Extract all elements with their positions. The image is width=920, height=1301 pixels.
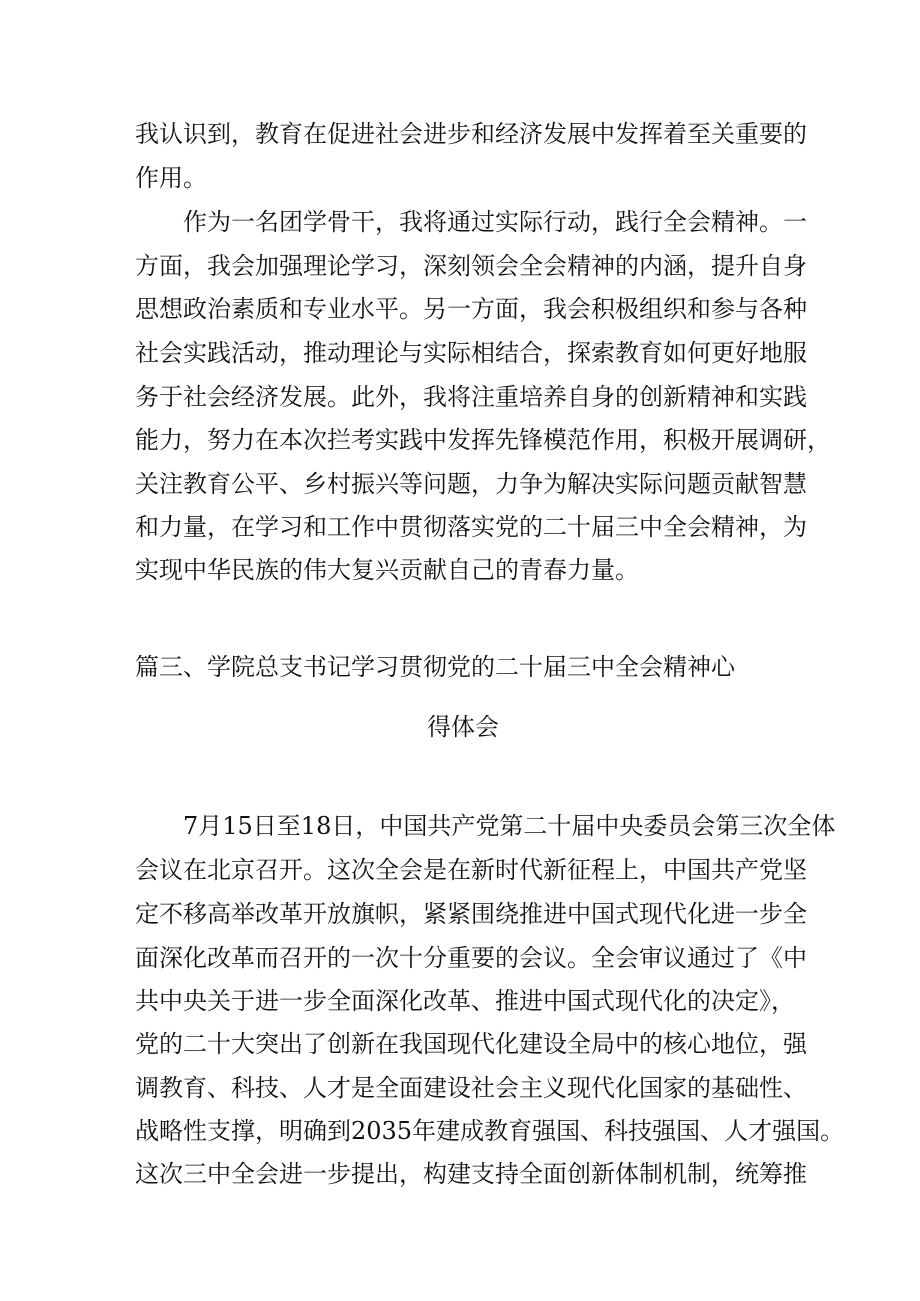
paragraph-2-line-2: 方面，我会加强理论学习，深刻领会全会精神的内涵，提升自身: [135, 252, 807, 280]
paragraph-3-line-6: 党的二十大突出了创新在我国现代化建设全局中的核心地位，强: [135, 1030, 807, 1058]
paragraph-1-line-1: 我认识到，教育在促进社会进步和经济发展中发挥着至关重要的: [135, 120, 807, 148]
section-heading-line-2: 得体会: [427, 713, 499, 741]
paragraph-2-line-1: 作为一名团学骨干，我将通过实际行动，践行全会精神。一: [183, 208, 807, 236]
paragraph-2-line-3: 思想政治素质和专业水平。另一方面，我会积极组织和参与各种: [135, 295, 807, 323]
section-heading-line-1: 篇三、学院总支书记学习贯彻党的二十届三中全会精神心: [135, 653, 735, 681]
paragraph-2-line-6: 能力，努力在本次拦考实践中发挥先锋模范作用，积极开展调研，: [135, 426, 831, 454]
paragraph-3-line-1: 7月15日至18日，中国共产党第二十届中央委员会第三次全体: [183, 812, 836, 840]
paragraph-2-line-5: 务于社会经济发展。此外，我将注重培养自身的创新精神和实践: [135, 383, 807, 411]
paragraph-3-line-2: 会议在北京召开。这次全会是在新时代新征程上，中国共产党坚: [135, 856, 807, 884]
paragraph-3-line-8: 战略性支撑，明确到2035年建成教育强国、科技强国、人才强国。: [135, 1117, 845, 1145]
paragraph-1-line-2: 作用。: [135, 164, 207, 192]
paragraph-3-line-9: 这次三中全会进一步提出，构建支持全面创新体制机制，统筹推: [135, 1160, 807, 1188]
paragraph-2-line-4: 社会实践活动，推动理论与实际相结合，探索教育如何更好地服: [135, 339, 807, 367]
paragraph-2-line-8: 和力量，在学习和工作中贯彻落实党的二十届三中全会精神，为: [135, 513, 807, 541]
paragraph-3-line-7: 调教育、科技、人才是全面建设社会主义现代化国家的基础性、: [135, 1074, 807, 1102]
paragraph-3-line-4: 面深化改革而召开的一次十分重要的会议。全会审议通过了《中: [135, 944, 807, 972]
paragraph-3-line-3: 定不移高举改革开放旗帜，紧紧围绕推进中国式现代化进一步全: [135, 900, 807, 928]
paragraph-2-line-7: 关注教育公平、乡村振兴等问题，力争为解决实际问题贡献智慧: [135, 470, 807, 498]
paragraph-3-line-5: 共中央关于进一步全面深化改革、推进中国式现代化的决定》，: [135, 987, 795, 1015]
paragraph-2-line-9: 实现中华民族的伟大复兴贡献自己的青春力量。: [135, 556, 639, 584]
